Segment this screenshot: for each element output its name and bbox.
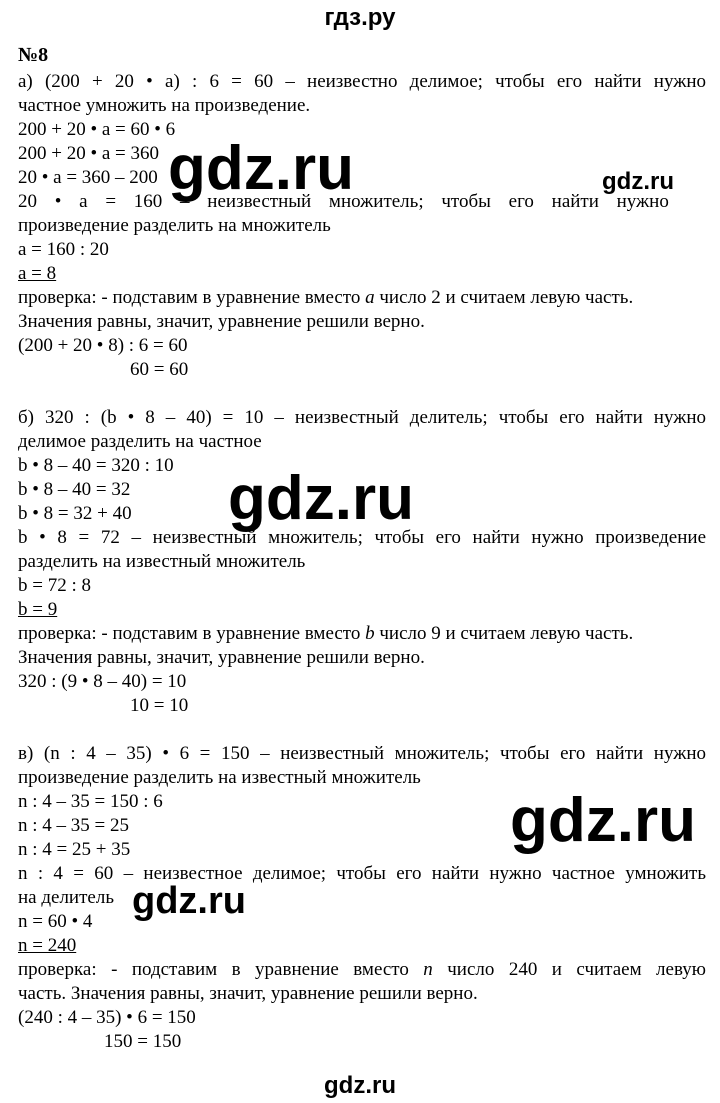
solution-line: n = 60 • 4 [18,911,93,932]
check-line [18,286,706,310]
solution-line: 200 + 20 • а = 360 [18,143,160,164]
check-text: число 9 и считаем левую часть. [374,623,634,644]
watermark-logo: gdz.ru [510,786,696,855]
answer-line [18,598,706,622]
solution-line: 150 = 150 [104,1031,182,1052]
solution-line: 60 = 60 [130,359,189,380]
solution-line: (200 + 20 • 8) : 6 = 60 [18,335,188,356]
answer-value: n = 240 [18,935,77,956]
check-variable: b [365,623,375,644]
check-variable: a [365,287,375,308]
solution-line: часть. Значения равны, значит, уравнение решили верно. [18,983,478,1004]
solution-line: n : 4 = 25 + 35 [18,839,131,860]
solution-line: 320 : (9 • 8 – 40) = 10 [18,671,187,692]
solution-line: 20 • а = 360 – 200 [18,167,158,188]
solution-line: Значения равны, значит, уравнение решили верно. [18,311,425,332]
watermark-logo: gdz.ru [132,880,246,922]
solution-line: b • 8 = 72 – неизвестный множитель; чтобы его найти нужно произведение [18,527,706,548]
solution-line: b • 8 = 32 + 40 [18,503,132,524]
watermark-logo: gdz.ru [228,464,414,533]
solution-line: в) (n : 4 – 35) • 6 = 150 – неизвестный множитель; чтобы его найти нужно [18,743,706,764]
check-text: проверка: - подставим в уравнение вместо [18,959,424,980]
solution-line: n : 4 – 35 = 150 : 6 [18,791,163,812]
solution-line: b • 8 – 40 = 320 : 10 [18,455,174,476]
check-text: число 2 и считаем левую часть. [374,287,634,308]
solution-line: разделить на известный множитель [18,551,306,572]
check-text: проверка: - подставим в уравнение вместо [18,623,366,644]
answer-value: а = 8 [18,263,57,284]
task-number: №8 [18,44,49,66]
solution-line: (240 : 4 – 35) • 6 = 150 [18,1007,196,1028]
check-text: число 240 и считаем левую [432,959,706,980]
solution-line: б) 320 : (b • 8 – 40) = 10 – неизвестный делитель; чтобы его найти нужно [18,407,706,428]
check-line [18,958,706,982]
site-footer: gdz.ru [324,1072,396,1099]
solution-line: b = 72 : 8 [18,575,91,596]
solution-line: b • 8 – 40 = 32 [18,479,131,500]
solution-line: произведение разделить на известный множитель [18,767,421,788]
watermark-logo: gdz.ru [602,168,674,195]
check-variable: n [423,959,433,980]
solution-line: частное умножить на произведение. [18,95,311,116]
solution-line: делимое разделить на частное [18,431,262,452]
solution-line: а = 160 : 20 [18,239,109,260]
check-line [18,622,706,646]
solution-line: Значения равны, значит, уравнение решили верно. [18,647,425,668]
solution-line: 20 • а = 160 – неизвестный множитель; чтобы его найти нужно [18,191,669,212]
check-text: проверка: - подставим в уравнение вместо [18,287,366,308]
solution-line: 200 + 20 • а = 60 • 6 [18,119,176,140]
answer-line [18,262,706,286]
solution-line: n : 4 – 35 = 25 [18,815,129,836]
solution-line: а) (200 + 20 • а) : 6 = 60 – неизвестно делимое; чтобы его найти нужно [18,71,706,92]
solution-line: 10 = 10 [130,695,189,716]
watermark-logo: gdz.ru [168,134,354,203]
answer-value: b = 9 [18,599,58,620]
answer-line [18,934,706,958]
solution-line: n : 4 = 60 – неизвестное делимое; чтобы его найти нужно частное умножить [18,863,706,884]
solution-line: произведение разделить на множитель [18,215,331,236]
solution-line: на делитель [18,887,114,908]
site-header: гдз.ру [324,4,396,31]
